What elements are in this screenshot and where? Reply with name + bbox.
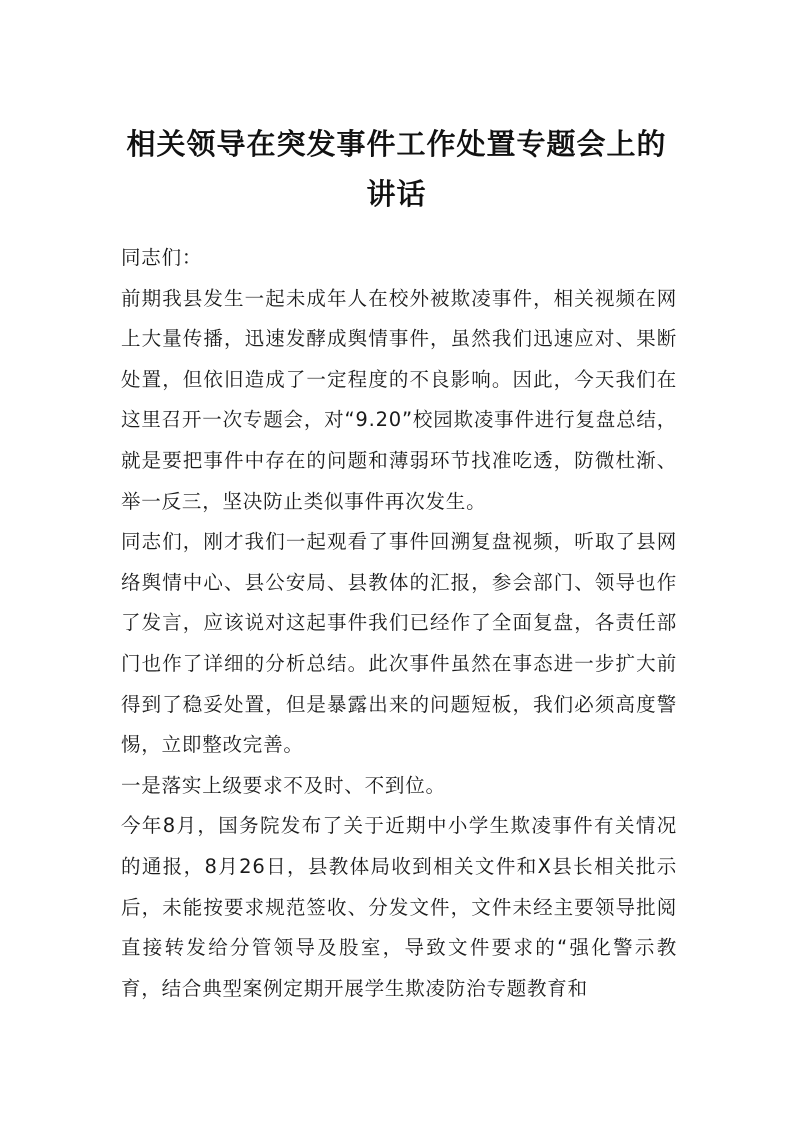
body-paragraph-2: 同志们，刚才我们一起观看了事件回溯复盘视频，听取了县网络舆情中心、县公安局、县教体的汇报，参会部门、领导也作了发言，应该说对这起事件我们已经作了全面复盘，各责任部门也作了详细的分析总结。此次事件虽然在事态进一步扩大前得到了稳妥处置，但是暴露出来的问题短板，我们必须高度警惕，立即整改完善。: [121, 530, 677, 757]
document-title-line-1: 相关领导在突发事件工作处置专题会上的: [126, 127, 667, 161]
body-paragraph-3: 今年8月，国务院发布了关于近期中小学生欺凌事件有关情况的通报，8月26日，县教体局收到相关文件和X县长相关批示后，未能按要求规范签收、分发文件，文件未经主要领导批阅直接转发给分管领导及股室，导致文件要求的“强化警示教育，结合典型案例定期开展学生欺凌防治专题教育和: [121, 814, 677, 1000]
document-body: [121, 238, 677, 1009]
document-title-line-2: 讲话: [366, 177, 427, 211]
section-heading-1: 一是落实上级要求不及时、不到位。: [121, 773, 446, 797]
body-paragraph-1: 前期我县发生一起未成年人在校外被欺凌事件，相关视频在网上大量传播，迅速发酵成舆情事件，虽然我们迅速应对、果断处置，但依旧造成了一定程度的不良影响。因此，今天我们在这里召开一次专题会，对“9.20”校园欺凌事件进行复盘总结，就是要把事件中存在的问题和薄弱环节找准吃透，防微杜渐、举一反三，坚决防止类似事件再次发生。: [121, 286, 677, 513]
salutation-paragraph: 同志们：: [121, 246, 203, 269]
